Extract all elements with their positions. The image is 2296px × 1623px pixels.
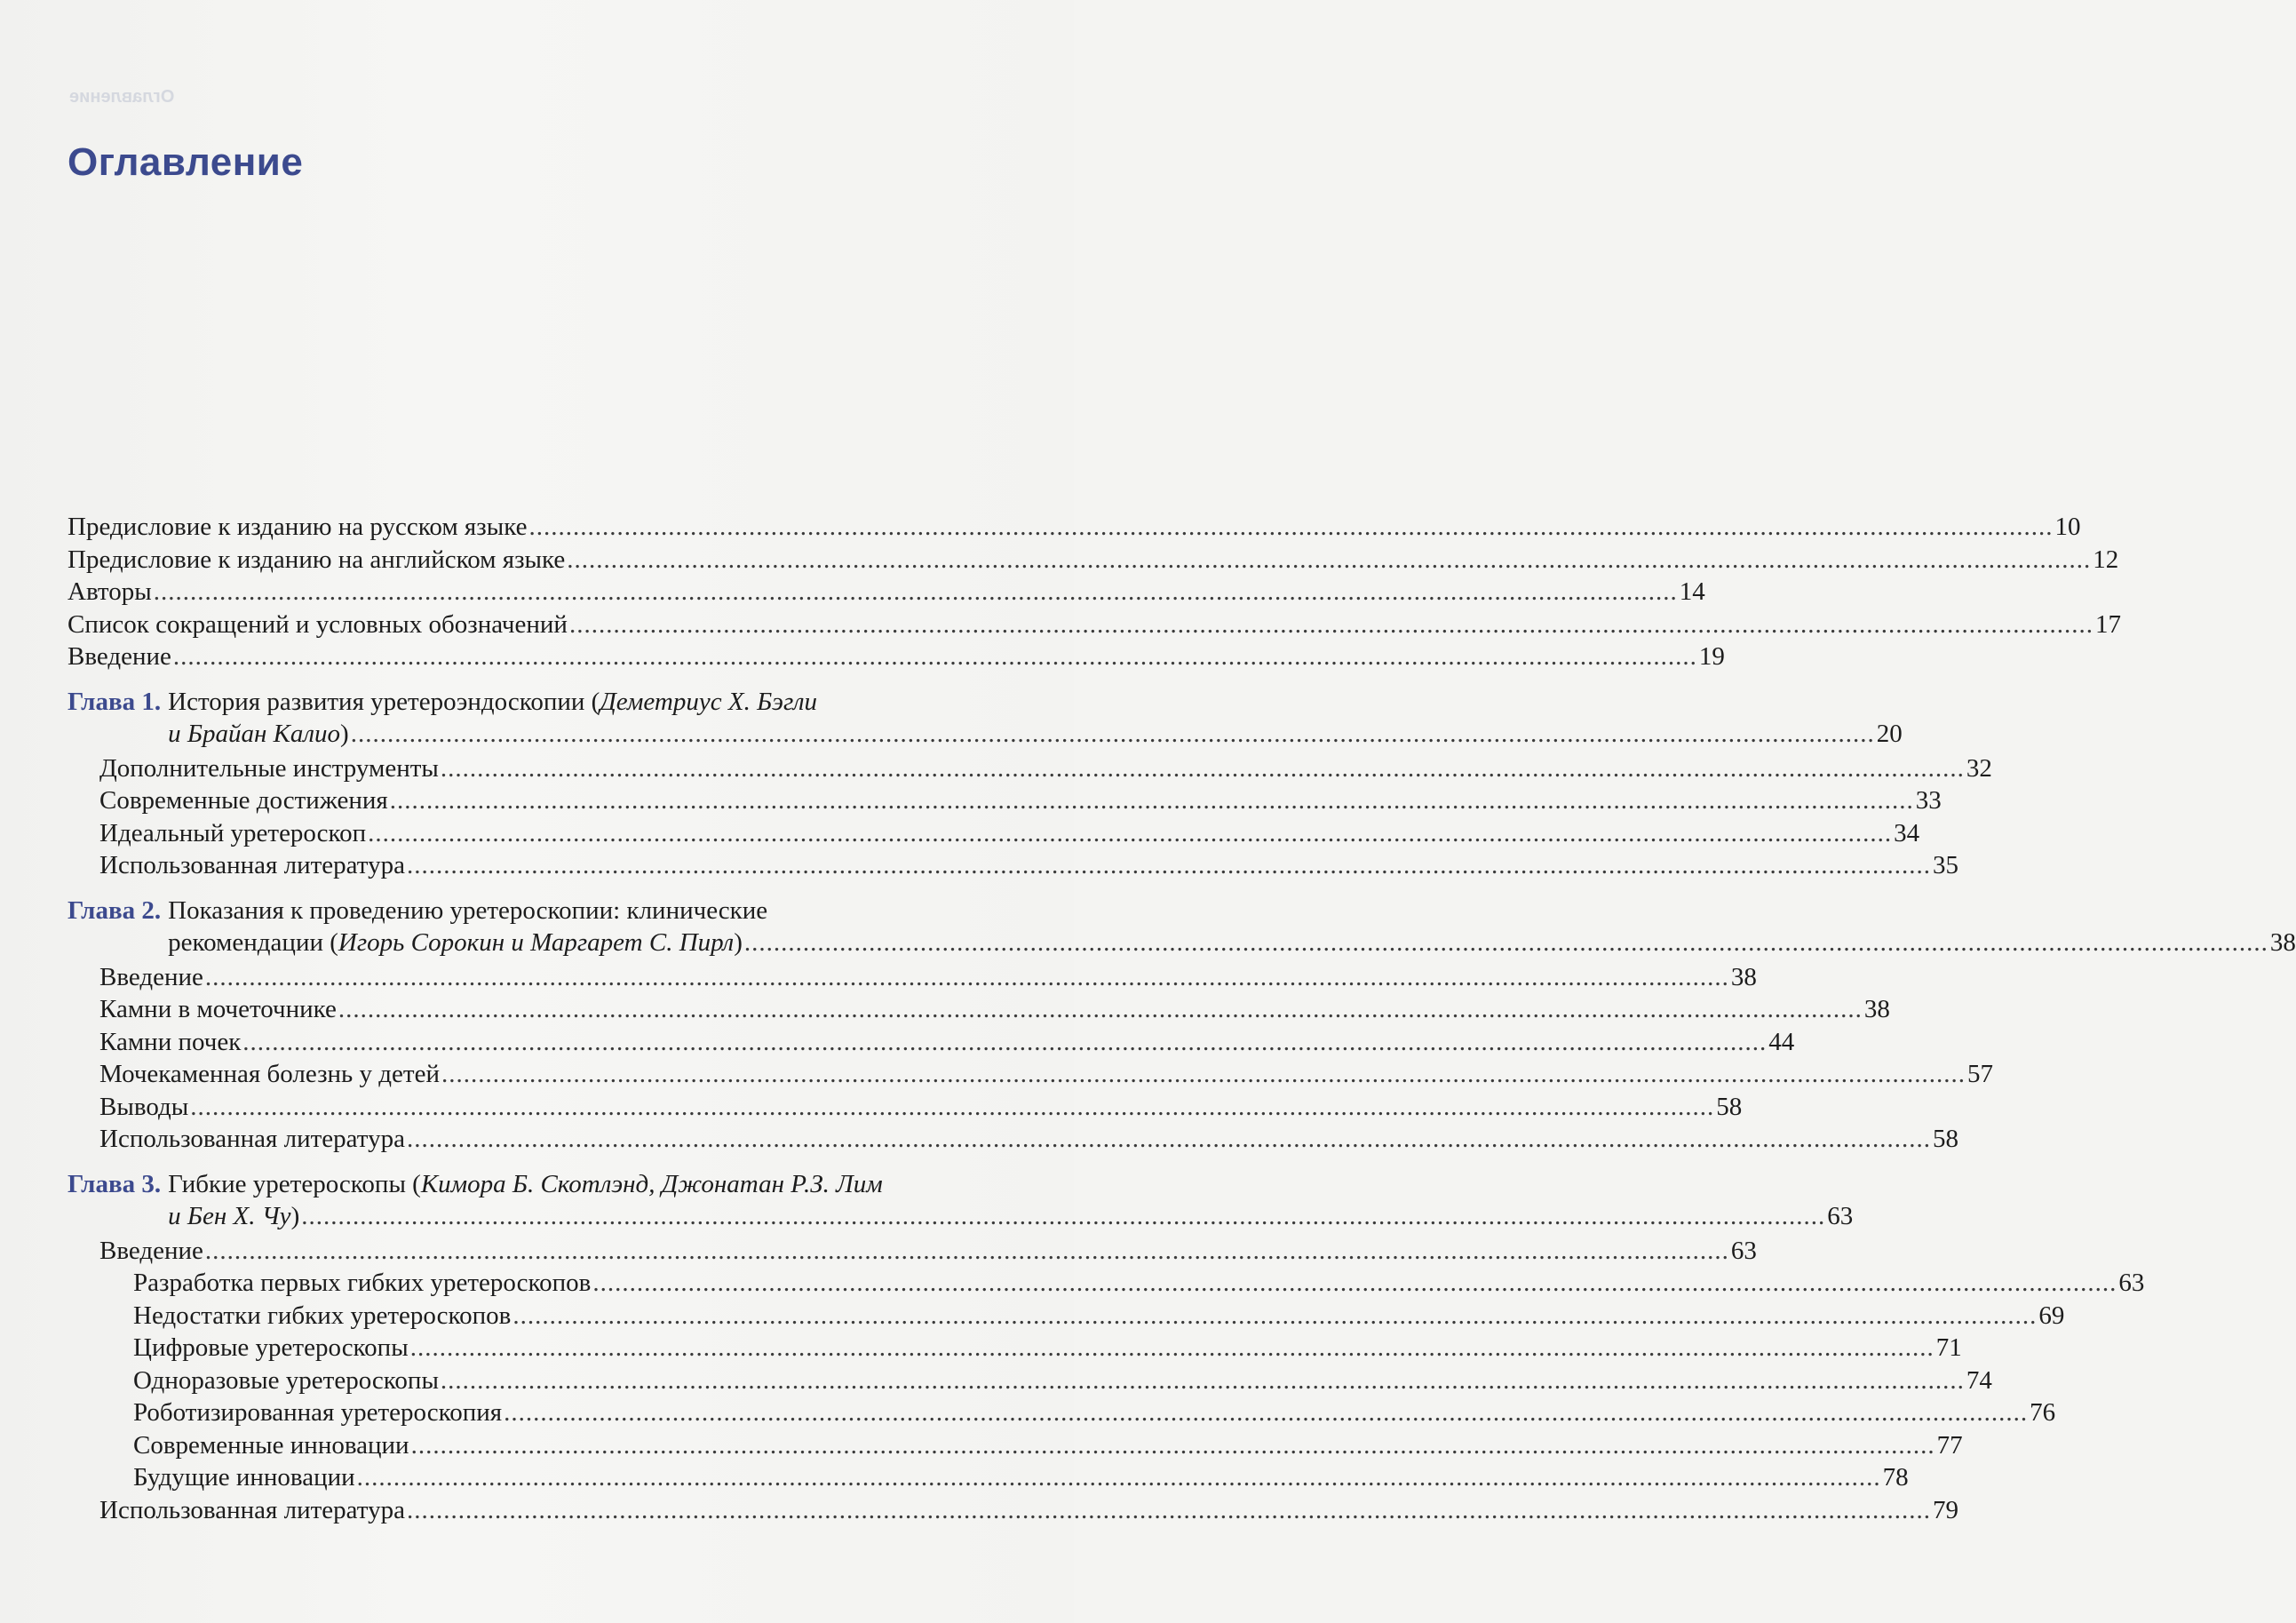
toc-entry[interactable] <box>68 849 1958 882</box>
chapter-1-heading[interactable] <box>68 686 1903 751</box>
toc-entry[interactable] <box>68 1494 1958 1527</box>
toc-entry-page: 63 <box>1730 1236 1757 1265</box>
toc-entry-page: 12 <box>2093 545 2119 574</box>
toc-entry-page: 17 <box>2094 609 2121 639</box>
toc-entry-label: Использованная литература <box>99 1125 405 1153</box>
toc-subentry[interactable] <box>68 1300 2065 1333</box>
toc-entry-label: Использованная литература <box>99 851 405 879</box>
toc-entry[interactable] <box>68 993 1890 1026</box>
toc-entry-page: 69 <box>2038 1301 2065 1330</box>
toc-entry[interactable] <box>68 961 1757 994</box>
toc-entry[interactable] <box>68 1123 1958 1156</box>
leader-dots <box>441 752 1965 785</box>
leader-dots <box>744 927 2268 959</box>
toc-entry-page: 58 <box>1716 1092 1743 1121</box>
toc-entry[interactable] <box>68 817 1920 850</box>
toc-entry-label: Предисловие к изданию на русском языке <box>68 513 528 541</box>
leader-dots <box>351 718 1875 751</box>
toc-subentry[interactable] <box>68 1429 1963 1462</box>
toc-entry-page: 35 <box>1932 851 1958 879</box>
running-head: Оглавление <box>69 87 175 107</box>
chapter-authors: Деметриус Х. Бэгли <box>600 687 818 716</box>
chapter-title-end: ) <box>734 928 743 957</box>
leader-dots <box>410 1332 1935 1364</box>
page-title: Оглавление <box>68 140 304 184</box>
toc-entry[interactable] <box>68 511 2081 544</box>
toc-entry-page: 38 <box>1730 962 1757 991</box>
toc-entry-label: Роботизированная уретероскопия <box>133 1398 503 1427</box>
toc-entry-page: 63 <box>1827 1202 1854 1230</box>
leader-dots <box>190 1091 1714 1124</box>
leader-dots <box>173 640 1697 673</box>
chapter-title: Показания к проведению уретероскопии: клинические <box>168 895 768 925</box>
chapter-title: История развития уретероэндоскопии ( <box>168 687 600 716</box>
chapter-authors: Игорь Сорокин и Маргарет С. Пирл <box>338 928 735 957</box>
leader-dots <box>407 849 1931 882</box>
chapter-title: Гибкие уретероскопы ( <box>168 1169 421 1198</box>
toc-entry-page: 38 <box>1863 995 1890 1023</box>
leader-dots <box>411 1429 1935 1462</box>
toc-entry[interactable] <box>68 752 1992 785</box>
leader-dots <box>205 1235 1729 1268</box>
chapter-title-end: ) <box>340 720 349 748</box>
toc-subentry[interactable] <box>68 1364 1992 1397</box>
toc-entry-page: 44 <box>1768 1027 1795 1056</box>
toc-entry-label: Дополнительные инструменты <box>99 753 439 783</box>
toc-entry[interactable] <box>68 1058 1993 1091</box>
leader-dots <box>592 1267 2117 1300</box>
leader-dots <box>528 511 2053 544</box>
chapter-authors: Кимора Б. Скотлэнд, Джонатан Р.З. Лим <box>420 1169 883 1198</box>
toc-entry-page: 76 <box>2030 1398 2056 1427</box>
toc-entry-label: Использованная литература <box>99 1495 405 1524</box>
toc-entry-label: Цифровые уретероскопы <box>133 1333 409 1362</box>
leader-dots <box>569 609 2093 641</box>
toc-entry[interactable] <box>68 1235 1757 1268</box>
leader-dots <box>441 1058 1966 1091</box>
toc-entry[interactable] <box>68 544 2119 577</box>
toc-entry-label: Авторы <box>68 577 152 606</box>
leader-dots <box>205 961 1729 994</box>
toc-entry-page: 10 <box>2054 513 2081 541</box>
toc-entry-page: 14 <box>1679 577 1705 606</box>
toc-entry-page: 74 <box>1966 1365 1992 1395</box>
toc-entry-page: 32 <box>1966 753 1992 783</box>
chapter-authors: и Брайан Калио <box>168 720 341 748</box>
toc-entry-page: 33 <box>1915 786 1942 815</box>
toc-entry-page: 34 <box>1894 818 1920 847</box>
toc-entry-page: 79 <box>1932 1495 1958 1524</box>
toc-entry[interactable] <box>68 1026 1795 1059</box>
toc-subentry[interactable] <box>68 1461 1909 1494</box>
table-of-contents <box>68 511 2296 1526</box>
leader-dots <box>368 817 1892 850</box>
leader-dots <box>390 784 1914 817</box>
toc-entry-page: 77 <box>1936 1430 1963 1460</box>
leader-dots <box>301 1200 1825 1233</box>
leader-dots <box>242 1026 1767 1059</box>
toc-entry[interactable] <box>68 784 1942 817</box>
chapter-title-cont: рекомендации ( <box>168 928 338 957</box>
toc-entry-page: 38 <box>2269 928 2296 957</box>
toc-entry[interactable] <box>68 1091 1743 1124</box>
toc-entry-label: Современные достижения <box>99 786 388 815</box>
toc-entry-label: Камни в мочеточнике <box>99 995 337 1023</box>
toc-subentry[interactable] <box>68 1267 2145 1300</box>
toc-subentry[interactable] <box>68 1332 1962 1364</box>
toc-entry-label: Одноразовые уретероскопы <box>133 1365 439 1395</box>
toc-entry-label: Идеальный уретероскоп <box>99 818 367 847</box>
leader-dots <box>407 1123 1931 1156</box>
toc-entry-label: Мочекаменная болезнь у детей <box>99 1060 440 1088</box>
toc-entry-label: Современные инновации <box>133 1430 409 1460</box>
toc-entry-page: 57 <box>1966 1060 1993 1088</box>
toc-entry[interactable] <box>68 609 2121 641</box>
toc-entry-label: Введение <box>68 642 171 671</box>
toc-entry-label: Выводы <box>99 1092 189 1121</box>
chapter-3-heading[interactable] <box>68 1168 1854 1233</box>
toc-entry[interactable] <box>68 640 1725 673</box>
toc-entry-label: Камни почек <box>99 1027 242 1056</box>
chapter-authors: и Бен Х. Чу <box>168 1202 291 1230</box>
leader-dots <box>512 1300 2037 1333</box>
leader-dots <box>504 1396 2028 1429</box>
toc-entry-label: Будущие инновации <box>133 1463 355 1492</box>
toc-entry-page: 20 <box>1876 720 1903 748</box>
chapter-number: Глава 1. <box>68 687 162 716</box>
toc-entry-label: Введение <box>99 962 203 991</box>
toc-entry-label: Разработка первых гибких уретероскопов <box>133 1269 592 1297</box>
leader-dots <box>154 576 1678 609</box>
leader-dots <box>567 544 2091 577</box>
toc-subentry[interactable] <box>68 1396 2056 1429</box>
leader-dots <box>407 1494 1931 1527</box>
toc-entry-page: 71 <box>1935 1333 1962 1362</box>
toc-entry[interactable] <box>68 576 1705 609</box>
chapter-2-heading[interactable] <box>68 895 2296 959</box>
toc-entry-page: 58 <box>1932 1125 1958 1153</box>
chapter-number: Глава 3. <box>68 1169 162 1198</box>
toc-entry-page: 63 <box>2118 1269 2145 1297</box>
toc-entry-label: Список сокращений и условных обозначений <box>68 609 568 639</box>
leader-dots <box>357 1461 1881 1494</box>
toc-entry-label: Предисловие к изданию на английском языке <box>68 545 566 574</box>
toc-entry-label: Недостатки гибких уретероскопов <box>133 1301 512 1330</box>
chapter-number: Глава 2. <box>68 895 162 925</box>
leader-dots <box>441 1364 1965 1397</box>
chapter-title-end: ) <box>290 1202 300 1230</box>
toc-entry-page: 19 <box>1698 642 1725 671</box>
toc-entry-label: Введение <box>99 1236 203 1265</box>
leader-dots <box>338 993 1863 1026</box>
toc-entry-page: 78 <box>1882 1463 1909 1492</box>
